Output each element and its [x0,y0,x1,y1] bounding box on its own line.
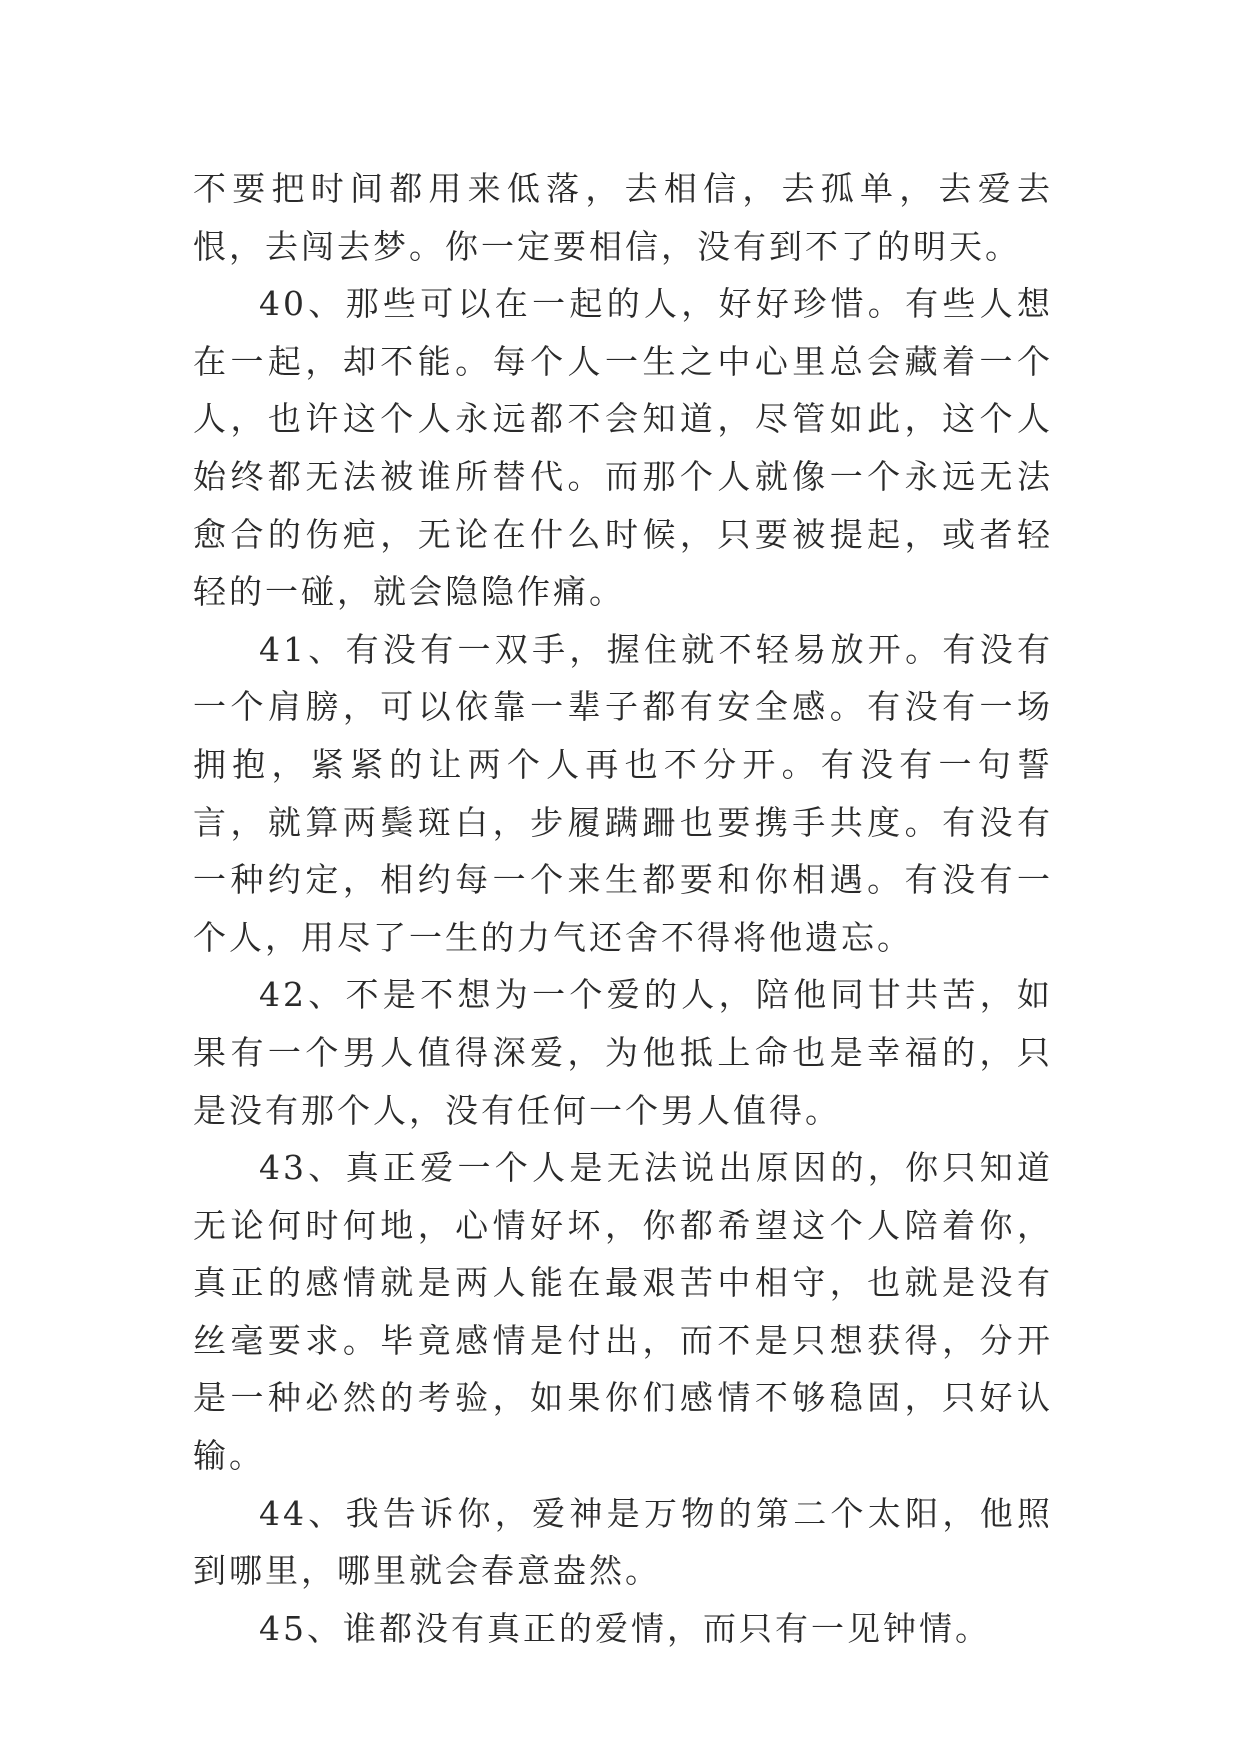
paragraph-continuation: 不要把时间都用来低落，去相信，去孤单，去爱去恨，去闯去梦。你一定要相信，没有到不了的明天。 [193,169,1053,266]
paragraph-42: 42、不是不想为一个爱的人，陪他同甘共苦，如果有一个男人值得深爱，为他抵上命也是幸福的，只是没有那个人，没有任何一个男人值得。 [193,975,1053,1130]
paragraph-40: 40、那些可以在一起的人，好好珍惜。有些人想在一起，却不能。每个人一生之中心里总会藏着一个人，也许这个人永远都不会知道，尽管如此，这个人始终都无法被谁所替代。而那个人就像一个永远无法愈合的伤疤，无论在什么时候，只要被提起，或者轻轻的一碰，就会隐隐作痛。 [193,284,1053,612]
paragraph-45: 45、谁都没有真正的爱情，而只有一见钟情。 [259,1608,991,1648]
paragraph-43: 43、真正爱一个人是无法说出原因的，你只知道无论何时何地，心情好坏，你都希望这个人陪着你，真正的感情就是两人能在最艰苦中相守，也就是没有丝毫要求。毕竟感情是付出，而不是只想获得，分开是一种必然的考验，如果你们感情不够稳固，只好认输。 [193,1148,1053,1476]
paragraph-41: 41、有没有一双手，握住就不轻易放开。有没有一个肩膀，可以依靠一辈子都有安全感。有没有一场拥抱，紧紧的让两个人再也不分开。有没有一句誓言，就算两鬓斑白，步履蹒跚也要携手共度。有没有一种约定，相约每一个来生都要和你相遇。有没有一个人，用尽了一生的力气还舍不得将他遗忘。 [193,629,1053,957]
paragraph-44: 44、我告诉你，爱神是万物的第二个太阳，他照到哪里，哪里就会春意盎然。 [193,1493,1053,1591]
document-body [193,160,1053,1657]
